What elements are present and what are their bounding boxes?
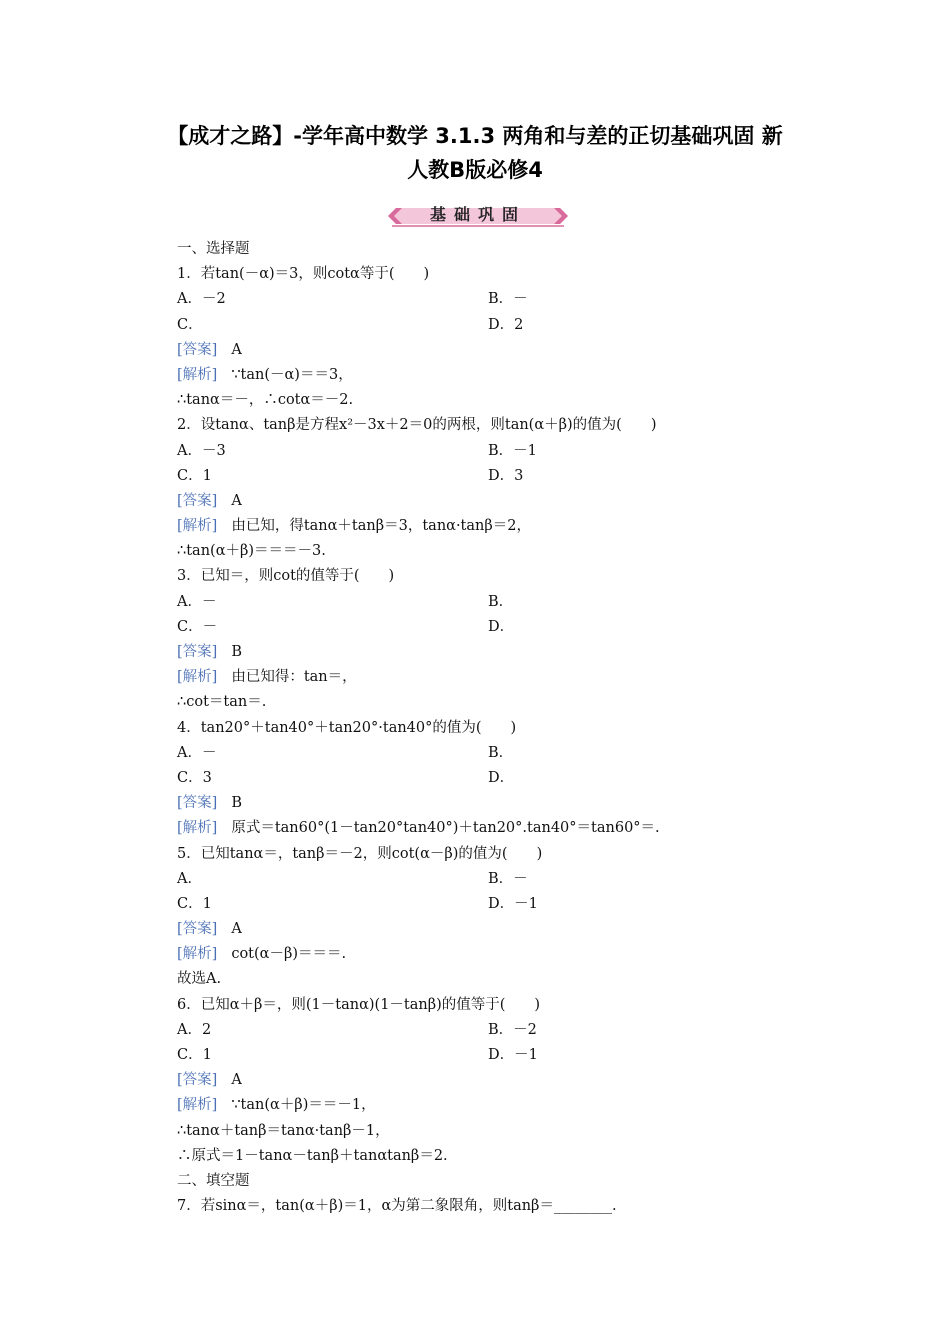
option-d: D．－1	[488, 1047, 538, 1063]
question-4-options-ab	[177, 741, 777, 766]
question-4-analysis	[177, 816, 777, 841]
option-c: C．1	[177, 895, 212, 912]
question-6-analysis	[177, 1093, 777, 1118]
question-5-answer	[177, 917, 777, 942]
section-banner	[388, 204, 568, 228]
question-6-options-cd	[177, 1043, 777, 1068]
analysis-tag: [解析]	[177, 946, 218, 963]
option-b: B．－	[488, 291, 528, 308]
analysis-tag: [解析]	[177, 518, 218, 535]
analysis-tag: [解析]	[177, 820, 218, 837]
option-d: D．－1	[488, 895, 538, 912]
question-3-analysis-cont: ∴cot＝tan＝.	[177, 694, 267, 711]
question-5-analysis	[177, 942, 777, 967]
question-2-answer	[177, 489, 777, 514]
question-4-stem: 4．tan20°＋tan40°＋tan20°·tan40°的值为( )	[177, 719, 517, 736]
question-5-options-ab	[177, 867, 777, 892]
option-d: D．	[488, 769, 515, 786]
option-b: B．－1	[488, 442, 537, 459]
analysis-text: 由已知，得tanα＋tanβ＝3，tanα·tanβ＝2，	[231, 518, 531, 535]
question-3-stem: 3．已知＝，则cot的值等于( )	[177, 568, 395, 585]
option-c: C．－	[177, 618, 218, 635]
answer-tag: [答案]	[177, 1072, 218, 1089]
question-6-options-ab	[177, 1018, 777, 1043]
option-c: C．1	[177, 1047, 212, 1063]
question-1-options-ab	[177, 287, 777, 312]
answer-value: B	[231, 644, 242, 660]
option-d: D．2	[488, 316, 524, 333]
option-b: B．	[488, 593, 514, 610]
option-a: A．－	[177, 744, 217, 761]
option-d: D．3	[488, 467, 524, 484]
answer-tag: [答案]	[177, 921, 218, 938]
question-4-answer	[177, 791, 777, 816]
analysis-text: 由已知得：tan＝，	[231, 669, 357, 686]
analysis-tag: [解析]	[177, 1097, 218, 1114]
question-1-analysis-cont: ∴tanα＝－，∴cotα＝－2.	[177, 392, 354, 409]
document-body	[177, 237, 777, 1219]
question-1-answer	[177, 338, 777, 363]
section-heading-fill: 二、填空题	[177, 1172, 250, 1189]
question-6-answer	[177, 1068, 777, 1093]
answer-tag: [答案]	[177, 341, 218, 358]
option-c: C．	[177, 316, 203, 333]
option-b: B．－2	[488, 1021, 537, 1038]
option-d: D．	[488, 618, 515, 635]
option-a: A．－3	[177, 442, 226, 459]
question-5-analysis-cont: 故选A.	[177, 971, 222, 988]
question-3-options-cd	[177, 615, 777, 640]
question-5-stem: 5．已知tanα＝，tanβ＝－2，则cot(α－β)的值为( )	[177, 845, 543, 862]
analysis-text: 原式＝tan60°(1－tan20°tan40°)＋tan20°.tan40°＝tan60°＝.	[231, 820, 660, 837]
answer-value: A	[231, 1072, 242, 1089]
option-b: B．	[488, 744, 514, 761]
question-7-stem: 7．若sinα＝，tan(α＋β)＝1，α为第二象限角，则tanβ＝________.	[177, 1198, 617, 1215]
answer-value: A	[231, 341, 242, 358]
question-3-answer	[177, 640, 777, 665]
answer-tag: [答案]	[177, 492, 218, 509]
answer-value: A	[231, 492, 242, 509]
analysis-text: cot(α－β)＝＝＝.	[231, 946, 347, 963]
question-2-analysis-cont: ∴tan(α＋β)＝＝＝－3.	[177, 543, 326, 560]
title-line-1: 【成才之路】-学年高中数学 3.1.3 两角和与差的正切基础巩固 新	[167, 124, 783, 148]
answer-value: B	[231, 795, 242, 812]
answer-tag: [答案]	[177, 644, 218, 660]
answer-tag: [答案]	[177, 795, 218, 812]
question-2-analysis	[177, 514, 777, 539]
question-2-options-cd	[177, 464, 777, 489]
question-3-options-ab	[177, 590, 777, 615]
question-5-options-cd	[177, 892, 777, 917]
question-6-stem: 6．已知α＋β＝，则(1－tanα)(1－tanβ)的值等于( )	[177, 996, 541, 1013]
option-c: C．1	[177, 467, 212, 484]
option-a: A．－	[177, 593, 217, 610]
question-6-analysis-cont-1: ∴tanα＋tanβ＝tanα·tanβ－1，	[177, 1122, 390, 1139]
option-a: A．2	[177, 1021, 212, 1038]
document-title	[100, 119, 850, 187]
question-2-options-ab	[177, 439, 777, 464]
section-heading-choice: 一、选择题	[177, 241, 250, 257]
option-a: A．	[177, 870, 202, 887]
question-2-stem: 2．设tanα、tanβ是方程x²－3x＋2＝0的两根，则tan(α＋β)的值为( )	[177, 417, 657, 434]
title-line-2: 人教B版必修4	[407, 158, 543, 182]
option-c: C．3	[177, 769, 212, 786]
question-3-analysis	[177, 665, 777, 690]
analysis-tag: [解析]	[177, 366, 218, 383]
question-1-stem: 1．若tan(－α)＝3，则cotα等于( )	[177, 266, 430, 283]
analysis-text: ∵tan(－α)＝＝3，	[231, 366, 353, 383]
answer-value: A	[231, 921, 242, 938]
option-a: A．－2	[177, 291, 226, 308]
analysis-tag: [解析]	[177, 669, 218, 686]
question-1-analysis	[177, 363, 777, 388]
analysis-text: ∵tan(α＋β)＝＝－1，	[231, 1097, 376, 1114]
option-b: B．－	[488, 870, 528, 887]
question-6-analysis-cont-2: ∴原式＝1－tanα－tanβ＋tanαtanβ＝2.	[177, 1147, 448, 1164]
question-4-options-cd	[177, 766, 777, 791]
question-1-options-cd	[177, 313, 777, 338]
banner-label: 基础巩固	[429, 205, 526, 224]
